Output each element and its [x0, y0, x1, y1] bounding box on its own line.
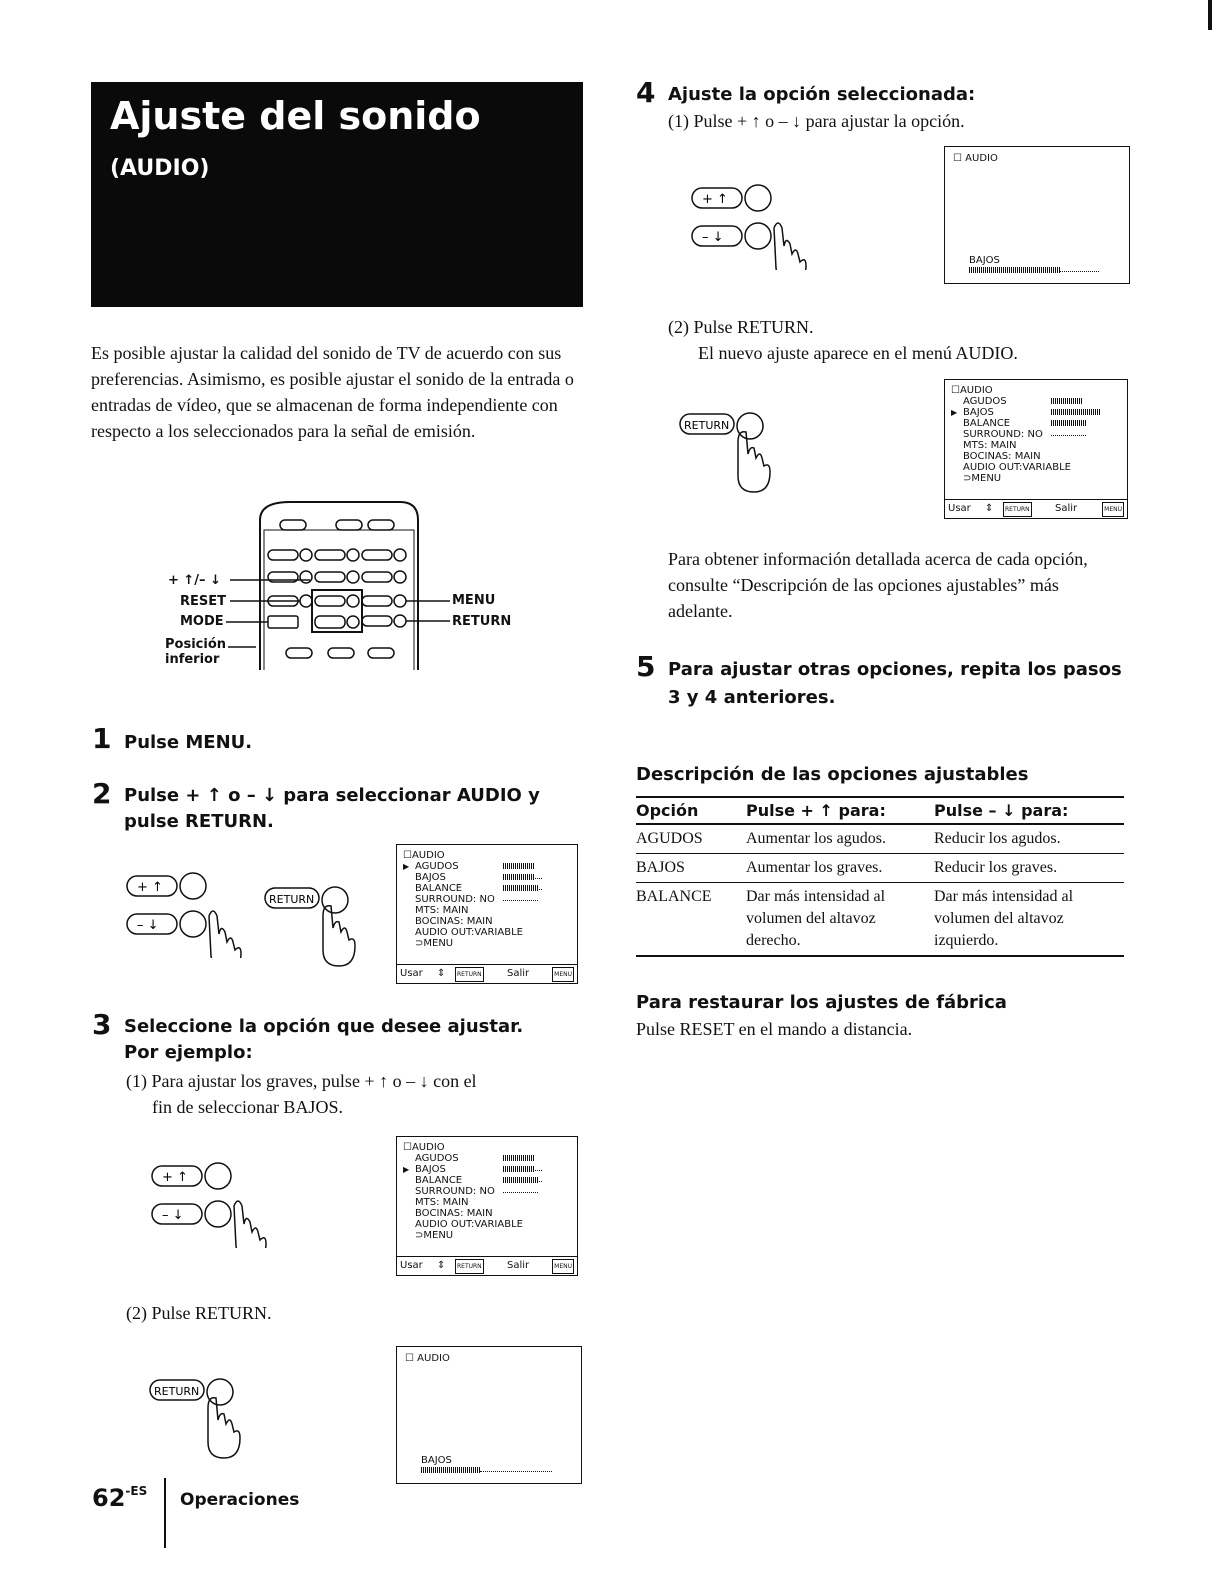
table-cell: BALANCE [636, 883, 746, 957]
page-subtitle: (AUDIO) [110, 156, 210, 181]
audio-menu-item[interactable]: SURROUND: NO [415, 894, 495, 905]
table-cell: Reducir los graves. [934, 854, 1124, 883]
audio-menu-screen-adjusted [944, 379, 1128, 519]
audio-menu-item[interactable]: ⊃MENU [415, 1230, 454, 1241]
step-5-text: Para ajustar otras opciones, repita los pasos 3 y 4 anteriores. [668, 659, 1122, 708]
selection-arrow-icon: ▶ [403, 862, 410, 871]
svg-text:+ ↑: + ↑ [162, 1170, 188, 1185]
return-key-icon: RETURN [455, 967, 484, 982]
remote-label-updown: + ↑/– ↓ [168, 573, 221, 588]
audio-menu-item[interactable]: ▶ BAJOS [951, 407, 1071, 418]
table-row [636, 854, 1124, 883]
step-2-number: 2 [92, 777, 112, 810]
audio-menu-screen [396, 844, 578, 984]
audio-menu-item[interactable]: SURROUND: NO [963, 429, 1043, 440]
audio-menu-item[interactable]: BOCINAS: MAIN [963, 451, 1041, 462]
desc-table [636, 796, 1124, 957]
menu-key-icon: MENU [552, 967, 574, 982]
selection-arrow-icon: ▶ [951, 408, 958, 417]
audio-menu-footer [945, 499, 1127, 518]
step-1-text: Pulse MENU. [124, 732, 253, 753]
audio-menu-item[interactable]: AUDIO OUT:VARIABLE [415, 927, 523, 938]
step-3-text: Seleccione la opción que desee ajustar. Por ejemplo: [124, 1016, 524, 1063]
svg-text:+ ↑: + ↑ [137, 880, 163, 895]
footer-exit: Salir [507, 1260, 530, 1271]
step-4-sub-2: (2) Pulse RETURN. El nuevo ajuste aparece en el menú AUDIO. [668, 317, 1018, 363]
level-bar [503, 885, 538, 891]
step-4-note: Para obtener información detallada acerca de cada opción, consulte “Descripción de las opciones ajustables” más adelante. [668, 549, 1088, 621]
updown-icon: ⇕ [437, 968, 446, 979]
updown-icon: ⇕ [437, 1260, 446, 1271]
audio-menu-title: ☐AUDIO [403, 1142, 445, 1153]
restore-text: Pulse RESET en el mando a distancia. [636, 1019, 913, 1039]
step-1-number: 1 [92, 722, 112, 755]
audio-menu-item[interactable]: BALANCE [403, 883, 523, 894]
audio-menu-item[interactable]: BOCINAS: MAIN [415, 916, 493, 927]
table-header-cell: Pulse + ↑ para: [746, 797, 934, 824]
edge-mark [1208, 0, 1212, 30]
table-cell: AGUDOS [636, 824, 746, 854]
audio-menu-item[interactable]: MTS: MAIN [415, 905, 469, 916]
remote-label-position: Posición inferior [165, 637, 227, 667]
audio-menu-item[interactable]: AUDIO OUT:VARIABLE [963, 462, 1071, 473]
remote-label-reset: RESET [180, 594, 227, 609]
step-3-number: 3 [92, 1008, 112, 1041]
table-cell: Dar más intensidad al volumen del altavoz izquierdo. [934, 883, 1124, 957]
svg-text:– ↓: – ↓ [702, 230, 724, 245]
bajos-label: BAJOS [421, 1455, 452, 1466]
bajos-level-bar [421, 1467, 552, 1473]
plus-minus-buttons-illustration [125, 868, 265, 958]
step-2-text: Pulse + ↑ o – ↓ para seleccionar AUDIO y pulse RETURN. [124, 785, 540, 832]
return-key-icon: RETURN [1003, 502, 1032, 517]
footer-exit: Salir [507, 968, 530, 979]
bajos-level-bar [969, 267, 1099, 273]
selection-arrow-icon: ▶ [403, 1165, 410, 1174]
return-button-illustration [263, 880, 373, 970]
section-name: Operaciones [180, 1490, 300, 1510]
audio-menu-footer [397, 964, 577, 983]
svg-text:RETURN: RETURN [154, 1385, 200, 1398]
step-4-sub-1: (1) Pulse + ↑ o – ↓ para ajustar la opción. [668, 111, 965, 131]
menu-key-icon: MENU [552, 1259, 574, 1274]
audio-menu-item[interactable]: ⊃MENU [963, 473, 1002, 484]
plus-minus-buttons-illustration [150, 1158, 290, 1248]
footer-exit: Salir [1055, 503, 1078, 514]
svg-text:– ↓: – ↓ [162, 1208, 184, 1223]
level-bar [503, 1177, 538, 1183]
level-bar [503, 1155, 542, 1161]
table-header-cell: Opción [636, 797, 746, 824]
step-3-sub-2: (2) Pulse RETURN. [126, 1303, 272, 1323]
return-key-icon: RETURN [455, 1259, 484, 1274]
step-4-number: 4 [636, 76, 656, 109]
plus-minus-buttons-illustration [690, 180, 830, 270]
level-bar [503, 874, 542, 880]
step-5-number: 5 [636, 650, 656, 683]
bajos-adjust-screen [396, 1346, 582, 1484]
menu-key-icon: MENU [1102, 502, 1124, 517]
desc-heading: Descripción de las opciones ajustables [636, 764, 1029, 785]
level-bar [503, 863, 542, 869]
level-bar [1051, 398, 1090, 404]
remote-label-menu: MENU [452, 593, 496, 608]
bajos-label: BAJOS [969, 255, 1000, 266]
remote-label-mode: MODE [180, 614, 224, 629]
table-header-cell: Pulse – ↓ para: [934, 797, 1124, 824]
level-bar [1051, 409, 1100, 415]
intro-paragraph: Es posible ajustar la calidad del sonido de TV de acuerdo con sus preferencias. Asimismo, es posible ajustar el sonido de la entrada o entradas de vídeo, que se almacenan de forma independiente con respecto a los seleccionados para la señal de emisión. [91, 343, 574, 441]
audio-menu-item[interactable]: ▶ BAJOS [403, 1164, 523, 1175]
audio-menu-item[interactable]: AUDIO OUT:VARIABLE [415, 1219, 523, 1230]
svg-text:RETURN: RETURN [269, 893, 315, 906]
table-row [636, 883, 1124, 957]
svg-text:RETURN: RETURN [684, 419, 730, 432]
audio-screen-title: ☐ AUDIO [953, 153, 998, 164]
level-bar [1051, 420, 1086, 426]
audio-menu-item[interactable]: SURROUND: NO [415, 1186, 495, 1197]
audio-menu-item[interactable]: AGUDOS [403, 1153, 523, 1164]
footer-use: Usar [400, 968, 423, 979]
footer-use: Usar [948, 503, 971, 514]
restore-heading: Para restaurar los ajustes de fábrica [636, 992, 1007, 1013]
table-cell: Aumentar los graves. [746, 854, 934, 883]
svg-text:+ ↑: + ↑ [702, 192, 728, 207]
audio-menu-title: ☐AUDIO [951, 385, 993, 396]
audio-menu-item[interactable]: ▶ AGUDOS [403, 861, 523, 872]
updown-icon: ⇕ [985, 503, 994, 514]
audio-menu-item[interactable]: BOCINAS: MAIN [415, 1208, 493, 1219]
footer-use: Usar [400, 1260, 423, 1271]
footer-divider [164, 1478, 166, 1548]
audio-menu-footer [397, 1256, 577, 1275]
audio-menu-item[interactable]: BAJOS [403, 872, 523, 883]
svg-text:– ↓: – ↓ [137, 918, 159, 933]
audio-menu-item[interactable]: BALANCE [403, 1175, 523, 1186]
bajos-adjust-screen-increased [944, 146, 1130, 284]
table-cell: Dar más intensidad al volumen del altavoz derecho. [746, 883, 934, 957]
audio-menu-item[interactable]: MTS: MAIN [415, 1197, 469, 1208]
audio-screen-title: ☐ AUDIO [405, 1353, 450, 1364]
return-button-illustration [678, 406, 788, 496]
level-bar [503, 1166, 542, 1172]
step-3-sub-1: (1) Para ajustar los graves, pulse + ↑ o – ↓ con el fin de seleccionar BAJOS. [126, 1071, 477, 1117]
page-title: Ajuste del sonido [110, 94, 481, 138]
audio-menu-item[interactable]: MTS: MAIN [963, 440, 1017, 451]
audio-menu-title: ☐AUDIO [403, 850, 445, 861]
audio-menu-item[interactable]: BALANCE [951, 418, 1071, 429]
table-cell: BAJOS [636, 854, 746, 883]
return-button-illustration [148, 1372, 258, 1462]
step-4-text: Ajuste la opción seleccionada: [668, 84, 976, 105]
table-row [636, 824, 1124, 854]
page-number: $62^{-ES}$ [92, 1484, 148, 1512]
audio-menu-screen-bajos-selected [396, 1136, 578, 1276]
remote-label-return: RETURN [452, 614, 512, 629]
audio-menu-item[interactable]: ⊃MENU [415, 938, 454, 949]
table-cell: Reducir los agudos. [934, 824, 1124, 854]
table-cell: Aumentar los agudos. [746, 824, 934, 854]
audio-menu-item[interactable]: AGUDOS [951, 396, 1071, 407]
